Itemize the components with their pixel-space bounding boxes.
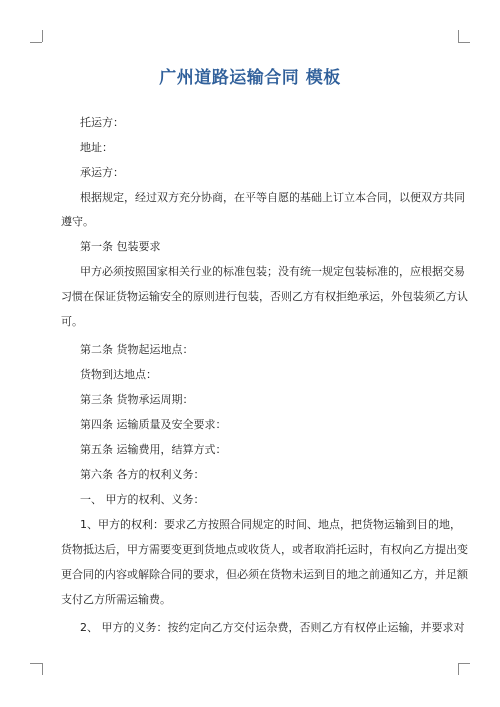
article-2-heading: 第二条 货物起运地点： (80, 343, 194, 356)
party-a-rights-line-2: 货物抵达后，甲方需要变更到货地点或收货人，或者取消托运时，有权向乙方提出变 (61, 543, 468, 556)
party-a-rights-heading: 一、 甲方的权利、义务： (80, 493, 205, 506)
shipper-field: 托运方： (80, 116, 124, 129)
party-a-rights-line-4: 支付乙方所需运输费。 (61, 593, 171, 606)
document-title: 广州道路运输合同 模板 (159, 68, 341, 88)
preamble-line-2: 遵守。 (61, 215, 94, 228)
party-a-rights-line-1: 1、甲方的权利：要求乙方按照合同规定的时间、地点，把货物运输到目的地， (80, 518, 461, 531)
article-1-heading: 第一条 包装要求 (80, 240, 161, 253)
party-a-rights-line-3: 更合同的内容或解除合同的要求，但必须在货物未运到目的地之前通知乙方，并足额 (61, 568, 468, 581)
article-5-heading: 第五条 运输费用，结算方式： (80, 443, 227, 456)
article-6-heading: 第六条 各方的权利义务： (80, 468, 205, 481)
article-4-heading: 第四条 运输质量及安全要求： (80, 418, 227, 431)
address-field: 地址： (80, 141, 113, 154)
article-3-heading: 第三条 货物承运周期： (80, 393, 194, 406)
article-1-line-3: 可。 (61, 315, 83, 328)
preamble-line-1: 根据规定，经过双方充分协商，在平等自愿的基础上订立本合同，以便双方共同 (80, 191, 465, 204)
article-1-line-2: 习惯在保证货物运输安全的原则进行包装，否则乙方有权拒绝承运，外包装须乙方认 (61, 290, 468, 303)
article-1-line-1: 甲方必须按照国家相关行业的标准包装；没有统一规定包装标准的，应根据交易 (80, 265, 465, 278)
party-a-obligations-line-1: 2、 甲方的义务：按约定向乙方交付运杂费，否则乙方有权停止运输，并要求对 (80, 621, 465, 634)
carrier-field: 承运方： (80, 166, 124, 179)
destination-field: 货物到达地点： (80, 368, 157, 381)
